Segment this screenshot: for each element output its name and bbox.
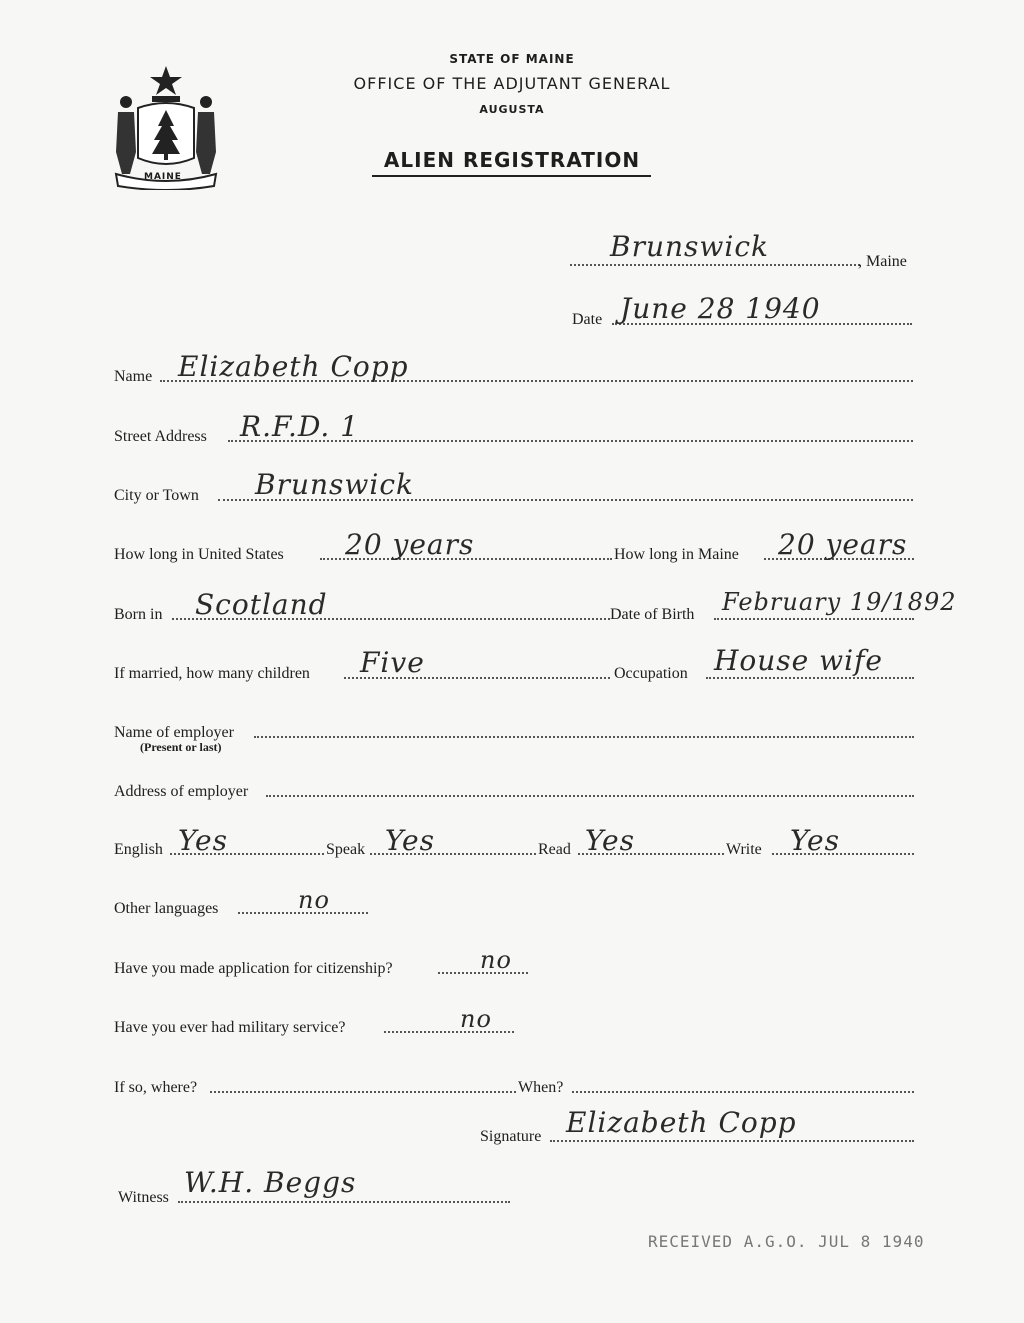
- citizenship-label: Have you made application for citizenship?: [114, 960, 393, 977]
- other-languages-label: Other languages: [114, 900, 219, 917]
- read-value: Yes: [585, 824, 635, 857]
- dob-label: Date of Birth: [610, 606, 695, 623]
- dob-line: [714, 618, 914, 620]
- employer-label: Name of employer: [114, 724, 234, 741]
- occupation-label: Occupation: [614, 665, 688, 682]
- employer-sublabel: (Present or last): [140, 740, 222, 754]
- name-label: Name: [114, 368, 153, 385]
- date-value: June 28 1940: [620, 292, 821, 325]
- title-underline: [372, 175, 651, 177]
- header-state: STATE OF MAINE: [449, 52, 575, 66]
- when-label: When?: [518, 1079, 564, 1096]
- occupation-line: [706, 677, 914, 679]
- born-in-label: Born in: [114, 606, 163, 623]
- speak-value: Yes: [385, 824, 435, 857]
- header-office: OFFICE OF THE ADJUTANT GENERAL: [353, 74, 671, 93]
- read-label: Read: [538, 841, 571, 858]
- employer-address-line: [266, 795, 914, 797]
- maine-duration-label: How long in Maine: [614, 546, 739, 563]
- children-value: Five: [360, 646, 425, 679]
- write-value: Yes: [790, 824, 840, 857]
- when-line: [572, 1091, 914, 1093]
- date-label: Date: [572, 311, 603, 328]
- dob-value: February 19/1892: [722, 588, 957, 616]
- name-value: Elizabeth Copp: [178, 350, 409, 383]
- signature-line: [550, 1140, 914, 1142]
- speak-label: Speak: [326, 841, 366, 858]
- employer-line: [254, 736, 914, 738]
- employer-address-label: Address of employer: [114, 783, 249, 800]
- street-value: R.F.D. 1: [240, 410, 360, 443]
- military-line: [384, 1031, 514, 1033]
- occupation-value: House wife: [714, 644, 884, 677]
- other-languages-value: no: [298, 886, 330, 914]
- english-label: English: [114, 841, 163, 858]
- where-line: [210, 1091, 516, 1093]
- page-title: ALIEN REGISTRATION: [383, 148, 641, 172]
- street-label: Street Address: [114, 428, 207, 445]
- military-value: no: [460, 1005, 492, 1033]
- maine-duration-value: 20 years: [778, 528, 908, 561]
- witness-value: W.H. Beggs: [184, 1166, 357, 1199]
- signature-value: Elizabeth Copp: [566, 1106, 797, 1139]
- place-value: Brunswick: [610, 230, 769, 263]
- us-duration-value: 20 years: [345, 528, 475, 561]
- header-city: AUGUSTA: [479, 103, 545, 116]
- born-in-value: Scotland: [195, 588, 328, 621]
- place-suffix: , Maine: [858, 253, 907, 270]
- english-value: Yes: [178, 824, 228, 857]
- received-stamp: RECEIVED A.G.O. JUL 8 1940: [648, 1232, 925, 1251]
- military-label: Have you ever had military service?: [114, 1019, 346, 1036]
- us-duration-label: How long in United States: [114, 546, 284, 563]
- children-label: If married, how many children: [114, 665, 310, 682]
- where-label: If so, where?: [114, 1079, 198, 1096]
- signature-label: Signature: [480, 1128, 542, 1145]
- city-label: City or Town: [114, 487, 199, 504]
- witness-label: Witness: [118, 1189, 169, 1206]
- city-value: Brunswick: [255, 468, 414, 501]
- witness-line: [178, 1201, 510, 1203]
- seal-banner-text: MAINE: [144, 172, 182, 182]
- citizenship-value: no: [480, 946, 512, 974]
- write-label: Write: [726, 841, 762, 858]
- place-line: [570, 264, 860, 266]
